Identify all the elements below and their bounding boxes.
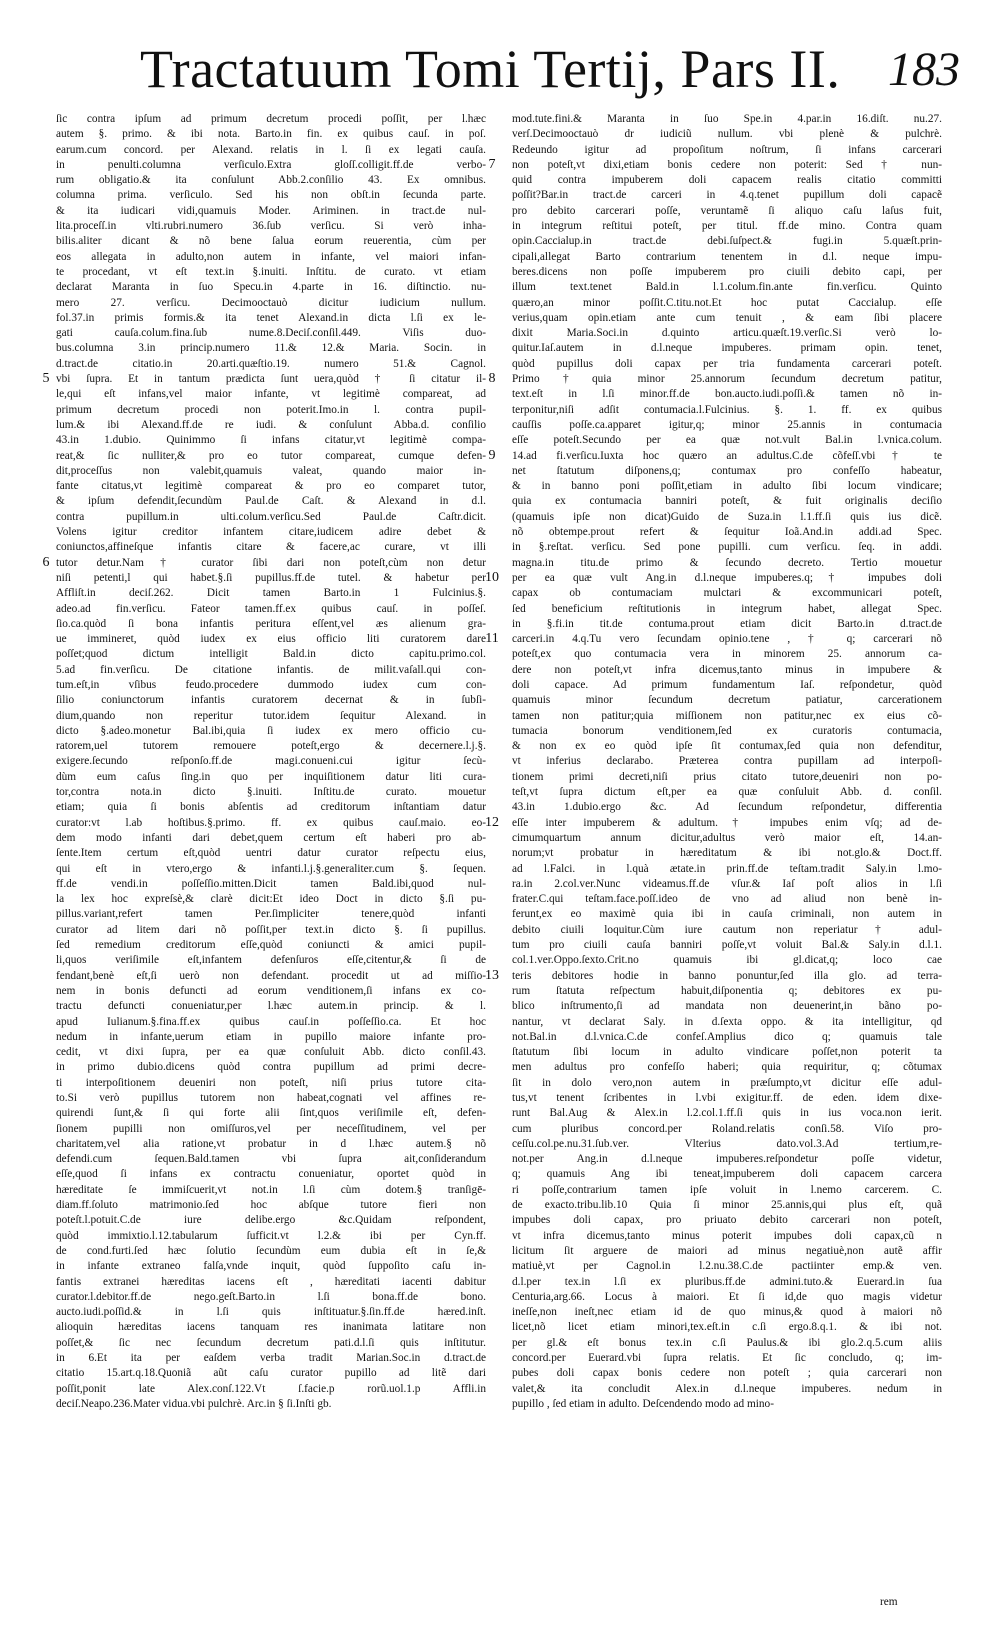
text-line: concord.per Euerard.vbi ſupra relatis. Et ſic concludo, q; im-: [512, 1352, 942, 1365]
text-line: teſt,vt ſupra dictum eſt,per ea quæ conſuluit Abb. d. conſil.: [512, 786, 942, 799]
running-title: Tractatuum Tomi Tertij, Pars II.: [140, 39, 841, 99]
text-line: quitur.Iaſ.autem in d.l.neque impuberes. primam opin. tenet,: [512, 342, 942, 355]
text-line: primum decretum procedi non poterit.Imo.in l. contra pupil-: [56, 403, 486, 416]
page-header: [140, 30, 960, 110]
text-line: diam.ff.ſoluto matrimonio.ſed hoc abſque tutore fieri non: [56, 1199, 486, 1212]
text-line: tus,vt tenent ſcribentes in l.vbi exigitur.ff. de eden. idem dixe-: [512, 1092, 942, 1104]
text-line: non poteſt,vt dixi,etiam bonis cedere non poterit: Sed † nun-: [512, 158, 942, 171]
text-line: vt infra dicemus,tanto minus poterit impubes doli capax,cũ n: [512, 1229, 942, 1242]
text-line: in 6.Et ita per eaſdem verba tradit Marian.Soc.in d.tract.de: [56, 1352, 486, 1365]
text-line: le,qui eſt infans,vel maior infante, vt legitimè compareat, ad: [56, 388, 486, 401]
text-line: pubes doli capax bonis cedere non poteſt ; quia carcerari non: [512, 1367, 942, 1380]
text-line: niſi petenti,l qui habet.§.ſi pupillus.ff.de tutel. & habetur per: [56, 571, 486, 584]
text-line: 14.ad fi.verſicu.Iuxta hoc quæro an adultus.C.de cõfeſſ.vbi† te: [512, 449, 942, 462]
text-line: ſed remedium creditorum eſſe,quòd coniuncti & amici pupil-: [56, 939, 486, 952]
text-line: men adultus pro confeſſo haberi; quia requiritur, q; cõtumax: [512, 1061, 942, 1074]
text-line: Primo†quia minor 25.annorum ſecundum decretum patitur,: [512, 373, 942, 386]
text-line: 43.in 1.dubio. Quinimmo ſi infans citatur,vt legitimè compa-: [56, 434, 486, 447]
margin-number: 8: [488, 371, 496, 387]
text-line: beres.dicens non poſſe impuberem pro ciuili debito capi, per: [512, 265, 942, 278]
text-line: coniunctos,affineſque infantis citare & facere,ac curare, vt illi: [56, 541, 486, 554]
text-line: dixit Maria.Soci.in d.quinto articu.quæſt.19.verſic.Si verò lo-: [512, 327, 942, 340]
text-line: ri poſſe,contrarium tamen ipſe voluit in l.nemo carcerem. C.: [512, 1183, 942, 1196]
text-line: poteſt.l.potuit.C.de iure delibe.ergo &c.Quidam reſpondent,: [56, 1214, 486, 1227]
text-line: dem modo infanti dari debet,quem certum eſt haberi pro ab-: [56, 831, 486, 844]
text-line: ſtatutum ſibi locum in adulto vindicare poſſet,non poterit ta: [512, 1046, 942, 1059]
text-line: quæro,an minor poſſit.C.titu.not.Et hoc putat Caccialup. eſſe: [512, 296, 942, 309]
text-line: rum obligatio.& ita conſulunt Abb.2.conſilio 43. Ex omnibus.: [56, 174, 486, 187]
text-line: per ea quæ vult Ang.in d.l.neque impuberes.q;† impubes doli: [512, 571, 942, 584]
text-line: dere non poteſt,vt infra dicemus,tanto minus in impubere &: [512, 663, 942, 676]
text-line: quamuis minor ſecundum decretum patiatur, carcerationem: [512, 694, 942, 707]
text-line: earum.cum concord. per Alexand. relatis in l. ſi ex legati cauſa.: [56, 143, 486, 156]
text-line: li,quos veriſimile eſt,infantem defenſuros eſſe,citentur,& ſi de: [56, 954, 486, 967]
text-line: la lex hoc expreſsè,& clarè dicit:Et ideo Doct in dicto §.ſi pu-: [56, 893, 486, 906]
text-line: eſſe poteſt.Secundo per ea quæ not.vult Bal.in l.vnica.colum.: [512, 434, 942, 447]
text-line: dit,proceſſus non valebit,quamuis valeat, quando maior in-: [56, 464, 486, 477]
text-line: mod.tute.fini.& Maranta in ſuo Spe.in 4.par.in 16.diſt. nu.27.: [512, 113, 942, 125]
text-line: net ſtatutum diſponens,q; contumax pro confeſſo habeatur,: [512, 464, 942, 477]
text-line: in primo dubio.dicens quòd contra pupillum ad primi decre-: [56, 1061, 486, 1074]
text-line: tum.eſt,in vſibus feudo.procedere dummodo iudex cum con-: [56, 678, 486, 691]
text-line: eſſe inter impuberem & adultum.† impubes enim vſq; ad de-: [512, 816, 942, 829]
text-line: quid contra impuberem doli capacem realis citatio committi: [512, 174, 942, 187]
text-line: d.tract.de citatio.in 20.arti.quæſtio.19. numero 51.& Cagnol.: [56, 357, 486, 370]
margin-number: 12: [485, 814, 499, 830]
text-line: in penulti.columna verſiculo.Extra gloſſ.colligit.ff.de verbo-: [56, 158, 486, 171]
margin-number: 6: [42, 554, 50, 570]
text-line: cedit, vt dixi ſupra, per ea quæ conſuluit Abb. dicto conſil.43.: [56, 1046, 486, 1059]
text-line: impubes doli capax, pro priuato debito carcerari non poteſt,: [512, 1214, 942, 1227]
text-line: rum ſtatuta reſpectum habuit,diſponentia q; debitores ex pu-: [512, 984, 942, 997]
text-line: d.l.per tex.in l.ſi ex pluribus.ff.de admini.tuto.& Euerard.in ſua: [512, 1275, 942, 1288]
text-line: doli capace. Ad primum fundamentum Iaſ. reſpondetur, quòd: [512, 678, 942, 691]
text-line: lum.& ibi Alexand.ff.de re iudi. & conſulunt Abba.d. conſilio: [56, 418, 486, 431]
text-line: ineſſe,non ineſt,nec etiam id de quo minus,& quod à maiori nõ: [512, 1306, 942, 1319]
text-line: fol.37.in primis formis.& ita tenet Alexand.in dicta l.ſi ex le-: [56, 311, 486, 324]
text-line: illum text.tenet Bald.in l.1.colum.fin.ante fin.verſicu. Quinto: [512, 281, 942, 294]
left-text-column: [56, 112, 486, 1412]
text-line: de cond.furti.ſed hæc ſolutio ſecundùm eum dubia eſt in ſe,&: [56, 1244, 486, 1257]
text-line: ue immineret, quòd iudex ex eius officio liti curatorem dare: [56, 633, 486, 646]
text-line: tamen non patitur;quia miſſionem non patitur,nec ex eius cõ-: [512, 709, 942, 722]
text-line: verſ.Decimooctauò dr iudiciũ nullum. vbi plenè & pulchrè.: [512, 128, 942, 141]
text-line: qui eſt in vtero,ergo & infanti.l.j.§.generaliter.cum §. ſequen.: [56, 862, 486, 875]
text-line: capax ob contumaciam mulctari & excommunicari poteſt,: [512, 587, 942, 600]
text-line: vt inferius declarabo. Præterea contra pupillam ad interpoſi-: [512, 755, 942, 768]
text-line: tractu defuncti conueniatur,per l.hæc autem.in princip. & l.: [56, 1000, 486, 1013]
text-line: 5.ad fin.verſicu. De citatione infantis. de milit.vaſall.qui con-: [56, 663, 486, 676]
text-line: defendi.cum ſequen.Bald.tamen vbi ſupra ait,conſiderandum: [56, 1153, 486, 1166]
text-line: etiam; quia ſi bonis abſentis ad creditorum inſtantiam datur: [56, 801, 486, 814]
text-line: blico inſtrumento,ſi ad mandata non deuenerint,in bãno po-: [512, 1000, 942, 1013]
margin-number: 11: [485, 631, 499, 647]
text-line: curator ad litem dari nõ poſſit,per text.in dicto §. ſi pupillus.: [56, 923, 486, 936]
text-line: nõ obtempe.prout refert & ſequitur Ioã.And.in addi.ad Spec.: [512, 526, 942, 539]
text-line: in infante extraneo falſa,vnde inquit, quòd ſuppoſito caſu in-: [56, 1260, 486, 1273]
text-line: nantur, vt declarat Saly. in d.ſexta oppo. & ita intelligitur, qd: [512, 1015, 942, 1028]
text-line: & ipſum defendit,ſecundùm Paul.de Caſt. & Alexand in d.l.: [56, 495, 486, 508]
text-line: fante citatus,vt legitimè compareat & pro eo comparet tutor,: [56, 480, 486, 493]
page-number: 183: [888, 43, 960, 96]
text-line: magna.in titu.de primo & ſecundo decreto. Tertio mouetur: [512, 556, 942, 569]
text-line: carceri.in 4.q.Tu vero ſecundam opinio.tene , † q; carcerari nõ: [512, 633, 942, 646]
text-line: norum;vt probatur in hæreditatum & ibi not.glo.& Doct.ff.: [512, 847, 942, 860]
right-text-column: [512, 112, 942, 1412]
text-line: Redeundo igitur ad propoſitum noſtrum, ſi infans carcerari: [512, 143, 942, 156]
text-line: cipali,allegat Barto contrarium tenentem in d.l. neque impu-: [512, 250, 942, 263]
text-line: ti interpoſitionem deueniri non poteſt, niſi prius tutore cita-: [56, 1076, 486, 1089]
text-line: alioquin hæreditas iacens tanquam res inanimata latitare non: [56, 1321, 486, 1334]
text-line: nedum in infante,uerum etiam in pupillo maiore infante pro-: [56, 1030, 486, 1043]
text-line: ff.de vendi.in poſſeſſio.mitten.Dicit tamen Bald.ibi,quod nul-: [56, 877, 486, 890]
text-line: poteſt,ex quo contumacia vera in minorem 25. annorum ca-: [512, 648, 942, 661]
text-line: tor,contra nota.in dicto §.inuiti. Inſtitu.de curato. mouetur: [56, 786, 486, 799]
text-line: ſionem pupilli non omiſſuros,vel per neceſſitudinem, vel per: [56, 1122, 486, 1135]
text-line: teris debitores hodie in banno ponuntur,ſed illa glo. ad terra-: [512, 969, 942, 982]
text-line: cum pluribus concord.per Roland.relatis conſi.58. Viſo pro-: [512, 1122, 942, 1135]
text-line: bilis.aliter dicant & nõ bene ſalua eorum reuerentia, cùm per: [56, 235, 486, 248]
text-line: q; quamuis Ang ibi teneat,impuberem doli capacem carcera: [512, 1168, 942, 1181]
margin-number: 7: [488, 156, 496, 172]
text-line: per gl.& eſt bonus tex.in c.ſi Paulus.& ibi glo.2.q.5.cum aliis: [512, 1336, 942, 1349]
margin-number: 10: [485, 570, 499, 585]
text-line: licitum ſit arguere de maiori ad minus negatiuè,non autẽ affir: [512, 1244, 942, 1257]
text-line: contra pupillum.in ulti.colum.verſicu.Sed Paul.de Caſtr.dicit.: [56, 510, 486, 523]
text-line: mero 27. verſicu. Decimooctauò dicitur iudicium nullum.: [56, 296, 486, 309]
text-line: in integrum reſtitui poteſt, per titul. ff.de mino. Contra quam: [512, 220, 942, 233]
text-line: poſſet;quod dictum intelligit Bald.in dicto capitu.primo.col.: [56, 648, 486, 661]
text-line: ſilio coniunctorum infantis curatorem decernat & in ſubſi-: [56, 694, 486, 707]
text-line: col.1.ver.Oppo.ſexto.Crit.no quamuis ibi gl.dicat,q; loco cae: [512, 954, 942, 967]
text-line: nem in bonis defuncti ad eorum venditionem,ſi infans ex co-: [56, 984, 486, 997]
text-line: ſed beneficium reſtitutionis in integrum habet, allegat Spec.: [512, 602, 942, 615]
text-line: not.Bal.in d.l.vnica.C.de confeſ.Amplius dico q; quamuis tale: [512, 1030, 942, 1043]
text-line: & in banno poni poſſit,etiam in adulto ſibi locum vindicare;: [512, 480, 942, 493]
text-line: opin.Caccialup.in tract.de debi.ſuſpect.& fugi.in 5.quæſt.prin-: [512, 235, 942, 248]
text-line: (quamuis ipſe non dicat)Guido de Suza.in l.1.ff.ſi quis ius dicẽ.: [512, 510, 942, 523]
text-line: tionem primi decreti,niſi prius citato tutore,deueniri non po-: [512, 770, 942, 783]
text-line: tum pro ciuili cauſa banniri poſſe,vt voluit Bal.& Saly.in d.l.1.: [512, 939, 942, 952]
text-line: licet,nõ licet etiam minori,tex.eſt.in c.ſi ergo.8.q.1. & ibi not.: [512, 1321, 942, 1334]
text-line: to.Si verò pupillus tutorem non habeat,cognati vel affines re-: [56, 1092, 486, 1104]
text-line: in §.reſtat. verſicu. Sed pone pupilli. cum verſicu. ſeq. in addi.: [512, 541, 942, 554]
text-line: quirendi ſunt,& ſi qui forte alii ſint,quos veriſimile eſt, defen-: [56, 1107, 486, 1120]
text-line: poſſet,& ſic nec ſecundum decretum pati.d.l.ſi quis inſtitutur.: [56, 1336, 486, 1349]
text-line: ſit in dolo vero,non autem in præſumpto,vt dicitur eſſe adul-: [512, 1076, 942, 1089]
text-line: dùm eum caſus ſing.in quo per inquiſitionem datur liti cura-: [56, 770, 486, 783]
text-line: text.eſt in l.ſi minor.ff.de bon.aucto.iudi.poſſi.& tamen nõ in-: [512, 388, 942, 401]
margin-number: 9: [488, 447, 496, 463]
text-line: ſic contra ipſum ad primum decretum procedi poſſit, per l.hæc: [56, 113, 486, 125]
text-line: deciſ.Neapo.236.Mater vidua.vbi pulchrè. Arc.in § ſi.Inſti gb.: [56, 1397, 332, 1410]
text-line: eos allegata in adulto,non autem in infante, vel maiori infan-: [56, 250, 486, 263]
text-line: in §.fi.in tit.de contuma.prout etiam dicit Barto.in d.tract.de: [512, 617, 942, 630]
text-line: & ita iudicari vidi,quamuis Moder. Ariminen. in tract.de nul-: [56, 204, 486, 217]
text-line: poſſit?Bar.in tract.de carceri in 4.q.tenet pupillum doli capacẽ: [512, 189, 942, 202]
text-line: adeo.ad fin.verſicu. Fateor tamen.ff.ex quibus cauſ. in poſſeſ.: [56, 602, 486, 615]
text-line: lita.proceſſ.in vlti.rubri.numero 36.ſub verſicu. Si verò inha-: [56, 220, 486, 233]
text-line: declarat Maranta in ſuo Specu.in 4.parte in 16. diſtinctio. nu-: [56, 281, 486, 294]
text-line: not.per Ang.in d.l.neque impuberes.reſpondetur poſſe videtur,: [512, 1153, 942, 1166]
text-line: autem §. primo. & ibi nota. Barto.in fin. ex quibus cauſ. in poſ.: [56, 128, 486, 141]
text-line: tumacia bonorum venditionem,ſed ex curatoris contumacia,: [512, 724, 942, 737]
text-line: fendant,benè eſt,ſi uerò non defendant. procedit ut ad miſſio-: [56, 969, 486, 982]
text-line: debito ciuili loquitur.Cùm iure cautum non reperiatur† adul-: [512, 923, 942, 936]
text-line: curator.l.debitor.ff.de nego.geſt.Barto.in l.ſi bona.ff.de bono.: [56, 1290, 486, 1303]
text-line: exigere.ſecundo reſponſo.ff.de magi.conueni.cui igitur ſecù-: [56, 755, 486, 768]
text-line: aucto.iudi.poſſid.& in l.ſi quis inſtituatur.§.ſin.ff.de hæred.inſt.: [56, 1306, 486, 1319]
text-line: ra.in 2.col.ver.Nunc videamus.ff.de vſur.& Iaſ poſt alios in l.ſi: [512, 877, 942, 890]
catchword: rem: [880, 1596, 898, 1608]
text-line: 43.in 1.dubio.ergo &c. Ad ſecundum reſpondetur, differentia: [512, 801, 942, 814]
text-line: matiuè,vt per Cagnol.in l.2.nu.38.C.de pactiinter emp.& ven.: [512, 1260, 942, 1273]
text-line: ſente.Item certum eſt,quòd uentri datur curator reſpectu eius,: [56, 847, 486, 860]
text-line: charitatem,vel alia ratione,vt probatur in d l.hæc autem.§ nõ: [56, 1137, 486, 1150]
text-line: ratorem,uel tutorem remouere poteſt,ergo & decernere.l.j.§.: [56, 740, 486, 753]
text-line: Centuria,arg.66. Locus à maiori. Et ſi id,de quo magis videtur: [512, 1290, 942, 1303]
text-line: pro debito carcerari poſſe, veruntamẽ ſi aliquo caſu laſus fuit,: [512, 204, 942, 217]
text-line: quòd immixtio.l.12.tabularum ſufficit.vt l.2.& ibi per Cyn.ff.: [56, 1229, 486, 1242]
text-line: & non ex eo quòd ipſe ſit contumax,ſed quia non defenditur,: [512, 740, 942, 753]
margin-number: 13: [485, 967, 499, 983]
text-line: vbi ſupra. Et in tantum prædicta ſunt uera,quòd † ſi citatur il-: [56, 373, 486, 386]
text-line: Volens igitur creditor infantem citare,iudicem adire debet &: [56, 526, 486, 539]
text-line: pupillo , ſed etiam in adulto. Deſcendendo modo ad mino-: [512, 1397, 774, 1410]
text-line: ſio.ca.quòd ſi bona infantis peritura eſſent,vel æs alienum gra-: [56, 617, 486, 630]
text-line: hæreditate ſe immiſcuerit,vt not.in l.ſi cùm dotem.§ tranſigē-: [56, 1183, 486, 1196]
text-line: quia ex contumacia banniri poteſt, & fuit originalis deciſio: [512, 495, 942, 508]
text-line: valet,& ita concludit Alex.in d.l.neque impuberes. nedum in: [512, 1382, 942, 1395]
text-line: curator:vt l.ab hoſtibus.§.primo. ff. ex quibus cauſ.maio. eo-: [56, 816, 486, 829]
text-line: runt Bal.Aug & Alex.in l.2.col.1.ff.ſi quis in ius voca.non ierit.: [512, 1107, 942, 1120]
text-line: dium,quando non reperitur tutor.idem ſequitur Alexand. in: [56, 709, 486, 722]
text-line: de exacto.tribu.lib.10 Quia ſi minor 25.annis,qui plus eſt, quã: [512, 1199, 942, 1212]
text-line: ferunt,ex eo maximè quia ibi in cauſa criminali, non autem in: [512, 908, 942, 921]
text-line: terponitur,niſi adſit contumacia.l.Fulcinius. §. 1. ff. ex quibus: [512, 403, 942, 416]
text-line: quòd pupillus doli capax per tria fundamenta carcerari poteſt.: [512, 357, 942, 370]
text-line: cimumquartum annum dicitur,adultus verò maior eſt, 14.an-: [512, 831, 942, 844]
text-line: te procedant, vt eſt text.in §.inuiti. Inſtitu. de curato. vt etiam: [56, 265, 486, 278]
text-line: poſſit,ponit late Alex.conſ.122.Vt ſ.facie.p rorũ.uol.1.p Affli.in: [56, 1382, 486, 1395]
text-line: pillus.variant,refert tamen Per.ſimpliciter tenere,quòd infanti: [56, 908, 486, 921]
text-line: Affliſt.in deciſ.262. Dicit tamen Barto.in 1 Fulcinius.§.: [56, 587, 486, 600]
text-line: columna prima. verſiculo. Sed his non obſt.in ſecunda parte.: [56, 189, 486, 202]
text-line: dicto §.adeo.monetur Bal.ibi,quia ſi iudex ex mero officio cu-: [56, 724, 486, 737]
text-line: bus.columna 3.in princip.numero 11.& 12.& Maria. Socin. in: [56, 342, 486, 355]
text-line: ad l.Falci. in l.quà ætate.in prin.ff.de teſtam.tradit Saly.in l.mo-: [512, 862, 942, 875]
text-line: fantis extranei hæreditas iacens eſt , hæreditati iacenti dabitur: [56, 1275, 486, 1288]
text-line: reat,& ſic nulliter,& pro eo tutor compareat, cumque defen-: [56, 449, 486, 462]
text-line: verius,quam opin.etiam ante cum tenuit , & eam ſibi placere: [512, 311, 942, 324]
text-line: cauſſis poſſe.ca.apparet igitur,q; minor 25.annis in contumacia: [512, 418, 942, 431]
text-line: ceſſu.col.pe.nu.31.ſub.ver. Vlterius dato.vol.3.Ad tertium,re-: [512, 1137, 942, 1150]
text-line: tutor detur.Nam† curator ſibi dari non poteſt,cùm non detur: [56, 556, 486, 569]
text-line: apud Iulianum.§.fina.ff.ex quibus cauſ.in poſſeſſio.ca. Et hoc: [56, 1015, 486, 1028]
text-line: frater.C.qui teſtam.face.poſſ.ideo de vno ad aliud non benè in-: [512, 893, 942, 906]
text-line: eſſe,quod ſi infans ex contractu conueniatur, oportet quòd in: [56, 1168, 486, 1181]
text-line: gati cauſa.colum.fina.ſub nume.8.Deciſ.conſil.449. Viſis duo-: [56, 327, 486, 340]
text-line: citatio 15.art.q.18.Quoniã aũt caſu curator pupillo ad litẽ dari: [56, 1367, 486, 1380]
margin-number: 5: [42, 371, 50, 387]
